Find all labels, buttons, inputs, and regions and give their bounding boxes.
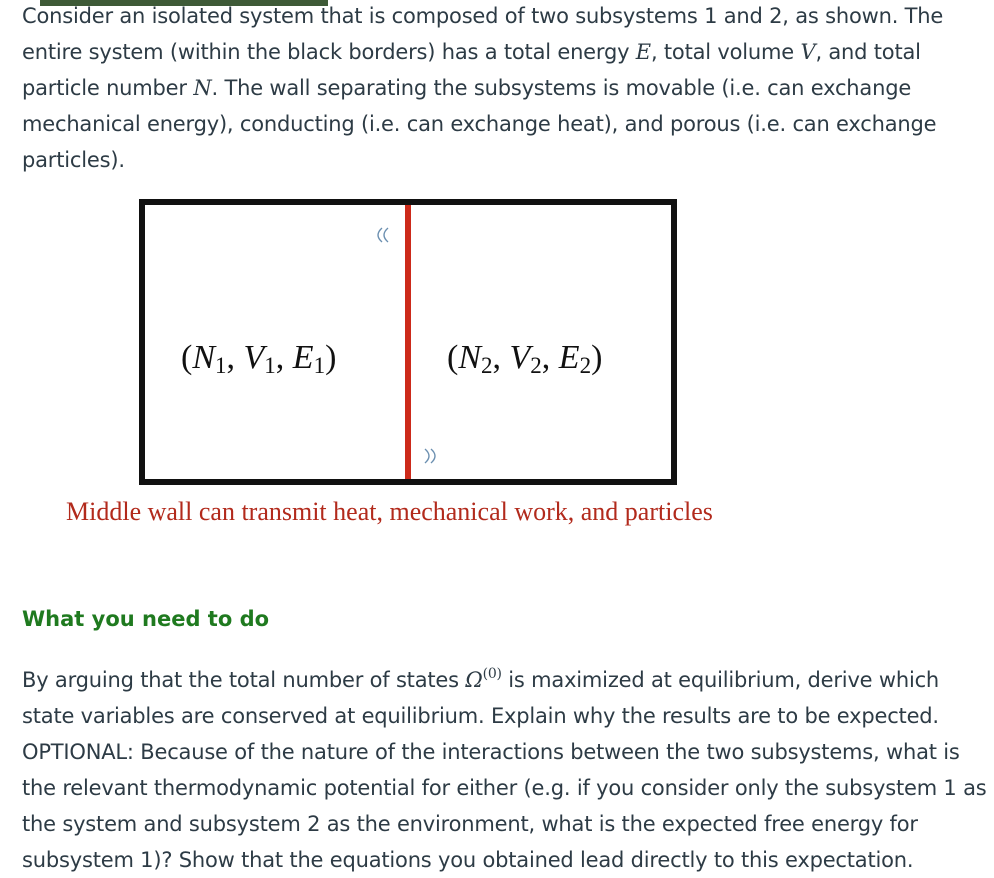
intro-paragraph: [22, 0, 982, 178]
task-text-2: is maximized at equilibrium, derive which state variables are conserved at equilibrium. Explain why the results are to be expected. OPTIONAL: Because of the nature of the interactions between the two subsystems, what is the relevant thermodynamic potential for either (e.g. if you consider only the subsystem 1 as the system and subsystem 2 as the environment, what is the expected free energy for subsystem 1)? Show that the equations you obtained lead directly to this expectation.: [22, 668, 987, 872]
subsystem-2-label: ($N_2$, $V_2$, $E_2$): [447, 339, 603, 378]
system-diagram: [139, 199, 677, 485]
task-heading: What you need to do: [22, 607, 270, 631]
intro-text-3: , and total particle number: [22, 40, 921, 100]
intro-text-2: , total volume: [650, 40, 801, 64]
omega-symbol: $\Omega^{(0)}$: [465, 666, 502, 692]
intro-text-1: Consider an isolated system that is composed of two subsystems 1 and 2, as shown. The entire system (within the black borders) has a total energy: [22, 4, 944, 64]
total-particle-symbol: N: [193, 76, 212, 100]
subsystem-1-label: ($N_1$, $V_1$, $E_1$): [181, 339, 337, 378]
total-volume-symbol: V: [800, 40, 816, 64]
task-paragraph: [22, 656, 990, 878]
intro-text-4: . The wall separating the subsystems is movable (i.e. can exchange mechanical energy), conducting (i.e. can exchange heat), and porous (i.e. can exchange particles).: [22, 76, 937, 172]
task-text-1: By arguing that the total number of states: [22, 668, 466, 692]
diagram-caption: Middle wall can transmit heat, mechanical work, and particles: [66, 497, 713, 526]
total-energy-symbol: E: [635, 40, 651, 64]
